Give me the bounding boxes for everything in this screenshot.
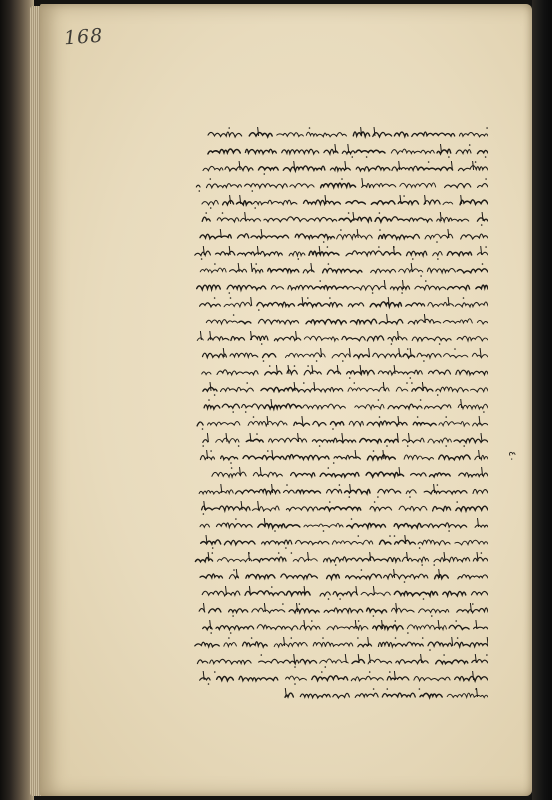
handwritten-line [195, 278, 488, 296]
handwritten-line [194, 414, 488, 432]
handwritten-line [194, 261, 488, 279]
handwritten-line [192, 244, 488, 262]
handwritten-line [199, 465, 488, 483]
handwritten-line [196, 516, 488, 534]
handwritten-line [278, 686, 488, 704]
handwritten-line [197, 669, 488, 687]
handwritten-line [199, 618, 488, 636]
handwritten-line [195, 125, 488, 143]
handwritten-line [194, 567, 488, 585]
handwritten-line [195, 193, 488, 211]
folio-number: 168 [63, 24, 104, 50]
book-binding [0, 0, 34, 800]
manuscript-text-block [188, 125, 488, 705]
handwritten-line [193, 176, 488, 194]
handwritten-line [197, 601, 488, 619]
handwritten-line [198, 380, 488, 398]
handwritten-line [197, 295, 488, 313]
handwritten-line [198, 227, 488, 245]
handwritten-line [195, 652, 488, 670]
handwritten-line [196, 363, 488, 381]
handwritten-line [195, 346, 488, 364]
handwritten-line [199, 312, 488, 330]
handwritten-line [197, 448, 488, 466]
handwritten-line [199, 159, 488, 177]
handwritten-line [192, 550, 488, 568]
handwritten-line [196, 210, 488, 228]
handwritten-line [193, 329, 488, 347]
margin-note: ٤٠ [506, 451, 517, 462]
handwritten-line [196, 431, 488, 449]
page-right-edge [532, 0, 552, 800]
handwritten-line [193, 482, 488, 500]
handwritten-line [192, 397, 488, 415]
handwritten-line [195, 499, 488, 517]
handwritten-line [197, 142, 488, 160]
handwritten-line [193, 635, 488, 653]
handwritten-line [196, 584, 488, 602]
handwritten-line [198, 533, 488, 551]
